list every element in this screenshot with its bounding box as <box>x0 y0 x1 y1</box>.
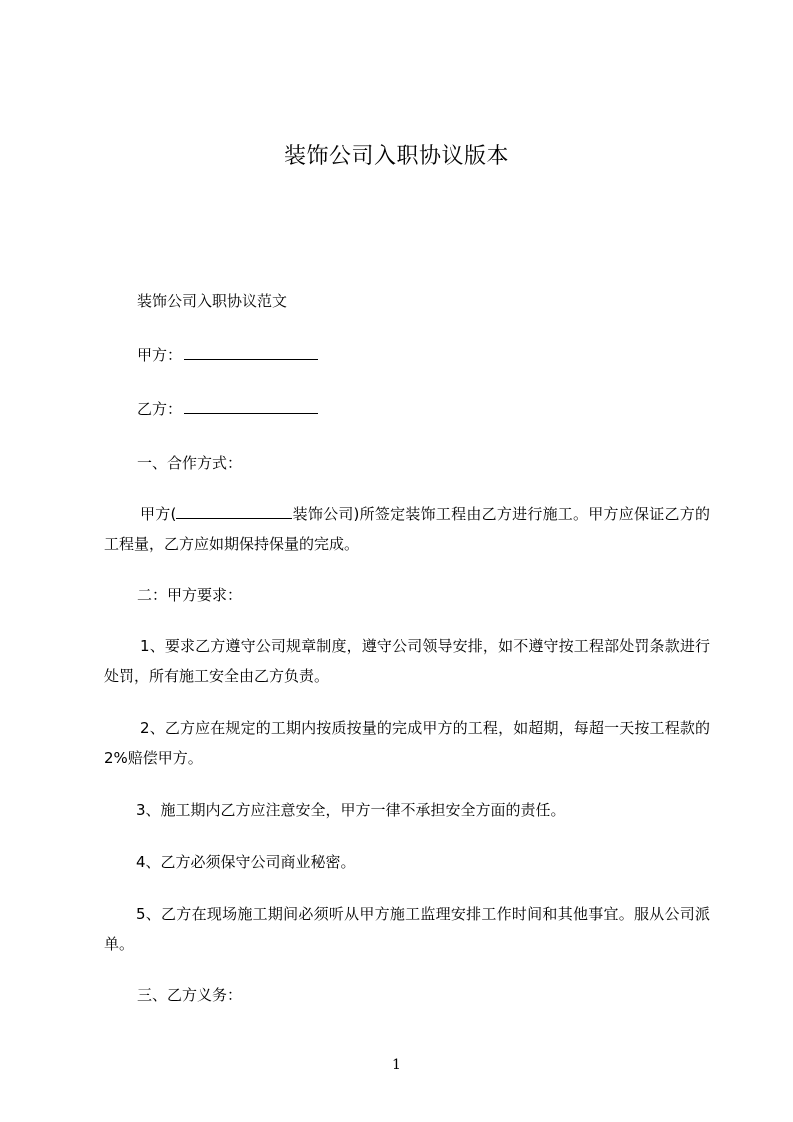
party-b-blank <box>184 398 318 414</box>
requirement-item-2: 2、乙方应在规定的工期内按质按量的完成甲方的工程，如超期，每超一天按工程款的 2%赔偿甲方。 <box>104 719 710 767</box>
section-1-paragraph <box>104 499 710 559</box>
page-number: 1 <box>392 1057 401 1073</box>
requirement-item-1: 1、要求乙方遵守公司规章制度，遵守公司领导安排，如不遵守按工程部处罚条款进行处罚，所有施工安全由乙方负责。 <box>104 637 710 685</box>
section-1-suffix: 装饰公司)所签定装饰工程由乙方进行施工。甲方应保证乙方的工程量，乙方应如期保持保量的完成。 <box>104 505 710 553</box>
company-name-blank <box>176 503 292 519</box>
party-a-blank <box>184 344 318 360</box>
document-subtitle: 装饰公司入职协议范文 <box>137 292 288 310</box>
section-1-prefix: 甲方( <box>140 505 177 523</box>
section-3-heading: 三、乙方义务： <box>137 986 243 1004</box>
requirement-item-3: 3、施工期内乙方应注意安全，甲方一律不承担安全方面的责任。 <box>136 801 566 819</box>
party-b-label: 乙方： <box>137 400 183 418</box>
party-a-label: 甲方： <box>137 346 183 364</box>
section-2-heading: 二：甲方要求： <box>137 586 243 604</box>
section-1-heading: 一、合作方式： <box>137 454 243 472</box>
party-b-line <box>137 398 743 420</box>
party-a-line <box>137 344 743 366</box>
requirement-item-4: 4、乙方必须保守公司商业秘密。 <box>136 853 356 871</box>
document-title: 装饰公司入职协议版本 <box>283 144 509 169</box>
requirement-item-5: 5、乙方在现场施工期间必须听从甲方施工监理安排工作时间和其他事宜。服从公司派单。 <box>104 905 710 953</box>
